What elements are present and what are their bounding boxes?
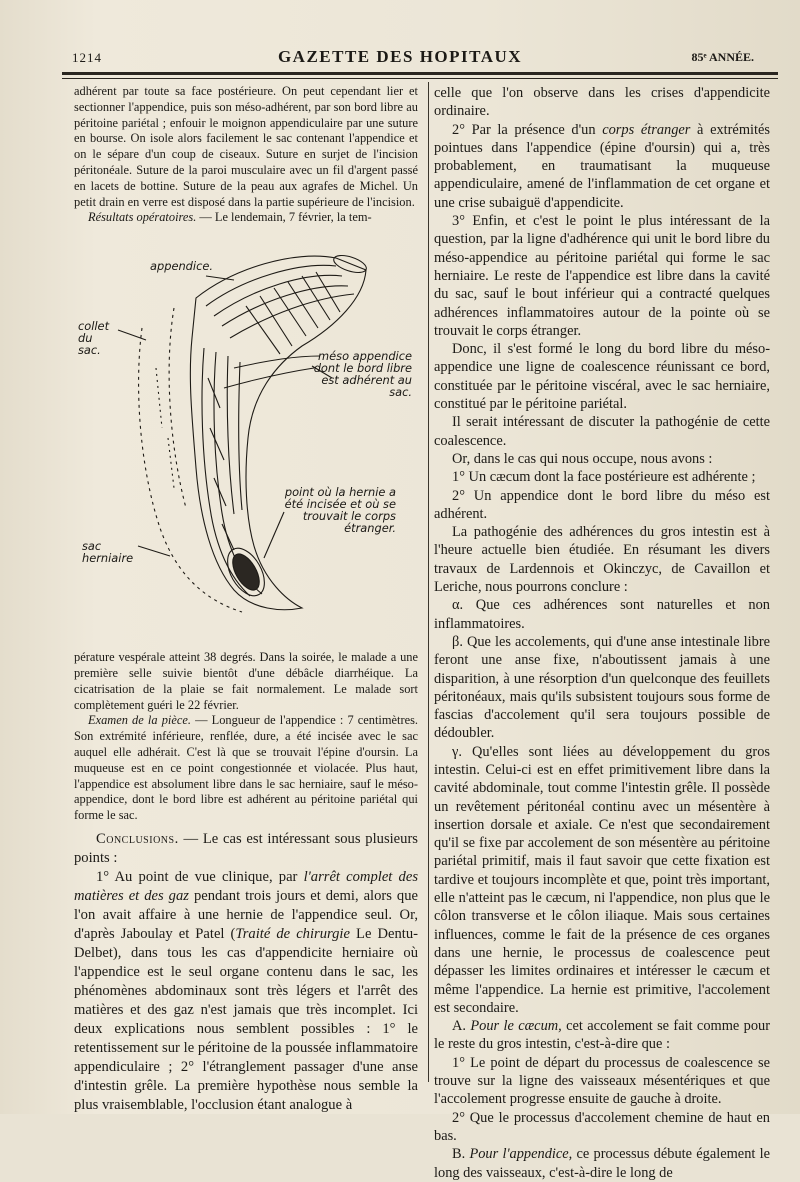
right-para-15: 2° Que le processus d'accolement chemine de haut en bas.	[434, 1109, 770, 1144]
right-para-5: Il serait intéressant de discuter la pathogénie de cette coalescence.	[434, 414, 770, 449]
exam-text: — Longueur de l'appendice : 7 centimètres. Son extrémité inférieure, renflée, dure, a été incisée avec le sac auquel elle adhérait. C'est là que se trouvait l'épine d'oursin. La muqueuse est en ce point congestionnée et violacée. Plus haut, l'appendice est absolument libre dans le sac herniaire, sauf le méso-appendice, dont le bord libre est adhérent au péritoine pariétal qui forme le sac.	[74, 713, 418, 823]
right-para-4: Donc, il s'est formé le long du bord libre du méso-appendice une ligne de coalescence réunissant ce bord, constituée par le péritoine viscéral, avec le sac herniaire, constitué par le péritoine pariétal.	[434, 341, 770, 413]
right-para-2	[434, 121, 770, 212]
right-para-8: 2° Un appendice dont le bord libre du méso est adhérent.	[434, 487, 770, 522]
label-meso: méso appendice dont le bord libre est adhérent au sac.	[313, 349, 412, 400]
header-rule-thick	[62, 72, 778, 75]
exam-paragraph	[74, 713, 418, 824]
point-1-text-3: Le Dentu-Delbet), dans tous les cas d'appendicite herniaire où l'appendice est le seul organe contenu dans le sac, les phénomènes abdominaux sont très légers et l'arrêt des matières et des gaz n'est jamais que très incomplet. Ici deux explications nous semblent possibles : 1° le retentissement sur le péritoine de la poussée inflammatoire appendiculaire ; 2° l'étranglement passager d'une anse d'intestin grêle. La première hypothèse nous semble la plus vraisemblable, l'occlusion étant analogue à	[74, 925, 419, 1113]
label-point: point où la hernie a été incisée et où se trouvait le corps étranger.	[284, 485, 396, 536]
point-1-italic: l'arrêt complet des matières et des gaz	[74, 868, 418, 904]
right-para-2-text-2: à extrémités pointues dans l'appendice (épine d'oursin) qui a, très probablement, en traumatisant la muqueuse appendiculaire, amené de l'inflammation de cet organe et une crise subaiguë d'appendicite.	[434, 121, 771, 211]
right-para-10: α. Que ces adhérences sont naturelles et non inflammatoires.	[434, 597, 770, 632]
page-number: 1214	[72, 50, 102, 65]
label-collet: collet du sac.	[78, 319, 110, 358]
results-paragraph	[74, 210, 418, 226]
conclusions-heading: Conclusions.	[96, 830, 179, 847]
right-para-13-text: A.	[452, 1018, 471, 1035]
left-column	[74, 84, 418, 1115]
right-para-7: 1° Un cæcum dont la face postérieure est adhérente ;	[452, 469, 756, 486]
point-1-reference: Traité de chirurgie	[235, 925, 350, 942]
right-para-6: Or, dans le cas qui nous occupe, nous avons :	[452, 450, 713, 467]
right-para-12: γ. Qu'elles sont liées au développement du gros intestin. Celui-ci est en effet primitivement libre dans la cavité abdominale, tout comme l'intestin grêle. Il possède un revêtement péritonéal continu avec un mésentère à insertion dorsale et axiale. Ce n'est que secondairement qu'il se fixe par accolement de son mésentère au péritoine pariétal primitif, mais il faut savoir que cette fixation est tardive et toujours incomplète et que, point très important, elle n'atteint pas le cæcum, ni l'appendice, non plus que le côlon transverse et le côlon iliaque. Mais sous certaines influences, comme le fait de la présence de ces organes dans une hernie, le processus de coalescence peut dépasser les limites ordinaires et intéresser le cæcum et même l'appendice. La hernie est primitive, l'accolement est secondaire.	[434, 743, 770, 1016]
right-para-16-text-2: ce processus débute également le long des vaisseaux, c'est-à-dire le long de	[434, 1146, 771, 1181]
right-para-3: 3° Enfin, et c'est le point le plus intéressant de la question, par la ligne d'adhérence qui unit le bord libre du méso-appendice au péritoine pariétal qui forme le sac herniaire. Le reste de l'appendice est libre dans la cavité du sac, sauf le bout inférieur qui a contracté quelques adhérences inflammatoires autour de la pointe où se trouvait le corps étranger.	[434, 213, 770, 339]
label-appendice: appendice.	[150, 259, 213, 274]
right-para-16-italic: Pour l'appendice,	[469, 1146, 573, 1163]
page-header	[0, 44, 800, 70]
header-rule-thin	[62, 78, 778, 79]
point-1-text-2: pendant trois jours et demi, alors que l'on avait affaire à une hernie de l'appendice seul. Or, d'après Jaboulay et Patel (	[74, 887, 419, 942]
label-sac: sac herniaire	[82, 539, 134, 566]
right-para-14: 1° Le point de départ du processus de coalescence se trouve sur la ligne des vaisseaux mésentériques et que l'accolement progresse ensuite de gauche à droite.	[434, 1054, 770, 1108]
conclusions-paragraph	[74, 830, 418, 868]
operation-text: adhérent par toute sa face postérieure. On peut cependant lier et sectionner l'appendice, puis son méso-adhérent, par son bord libre au péritoine pariétal ; enfouir le moignon appendiculaire par une suture en bourse. On isole alors facilement le sac contenant l'appendice et on le sépare d'un coup de ciseaux. Suture en surjet de l'incision péritonéale. Suture de la paroi musculaire avec un fil d'argent passé en lacets de bottine. Suture de la peau aux agrafes de Michel. Un petit drain en verre est disposé dans la partie supérieure de l'incision.	[74, 84, 418, 209]
right-para-13	[434, 1017, 770, 1054]
column-divider	[428, 82, 429, 1082]
point-1-text: 1° Au point de vue clinique, par	[96, 868, 304, 885]
journal-year: 85ᵉ ANNÉE.	[691, 50, 754, 64]
anatomical-figure	[74, 228, 418, 646]
right-para-13-italic: Pour le cæcum,	[470, 1018, 562, 1035]
right-para-9: La pathogénie des adhérences du gros intestin est à l'heure actuelle bien étudiée. En résumant les divers travaux de Lardennois et Okinczyc, de Cavaillon et Leriche, nous pourrons conclure :	[434, 524, 770, 596]
right-para-2-italic: corps étranger	[602, 121, 691, 138]
right-para-16	[434, 1145, 770, 1182]
right-column	[434, 84, 770, 1182]
right-para-11: β. Que les accolements, qui d'une anse intestinale libre feront une anse fixe, n'aboutissent jamais à une disparition, à une résorption d'un quelconque des feuillets péritonéaux, mais qu'ils subsistent toujours sous forme de fascias d'accolement qu'il sera toujours possible de dédoubler.	[434, 633, 770, 742]
hernia-illustration	[74, 228, 418, 646]
postop-text: pérature vespérale atteint 38 degrés. Dans la soirée, le malade a une première selle suivie bientôt d'une débâcle diarrhéique. La cicatrisation de la plaie se fait normalement. Le malade sort complètement guéri le 22 février.	[74, 650, 418, 712]
results-text: — Le lendemain, 7 février, la tem-	[196, 210, 372, 225]
right-para-13-text-2: cet accolement se fait comme pour le reste du gros intestin, c'est-à-dire que :	[434, 1018, 771, 1053]
right-para-16-text: B.	[452, 1146, 470, 1163]
exam-heading: Examen de la pièce.	[88, 713, 191, 728]
right-para-1: celle que l'on observe dans les crises d'appendicite ordinaire.	[434, 85, 770, 120]
point-1-paragraph	[74, 868, 418, 1115]
journal-title: GAZETTE DES HOPITAUX	[277, 47, 523, 66]
results-heading: Résultats opératoires.	[88, 210, 197, 225]
right-para-2-text: 2° Par la présence d'un	[452, 121, 603, 138]
conclusions-text: — Le cas est intéressant sous plusieurs points :	[74, 830, 418, 866]
